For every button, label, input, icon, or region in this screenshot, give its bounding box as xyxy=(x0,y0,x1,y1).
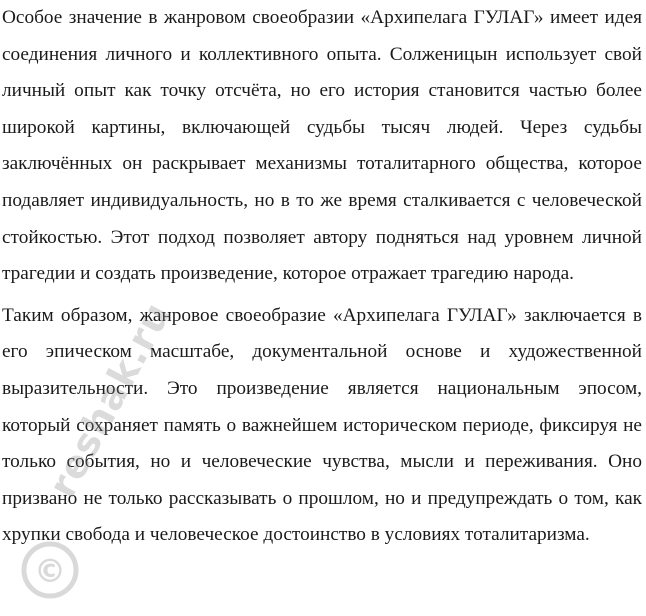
document-body xyxy=(2,0,642,554)
watermark-symbol: © xyxy=(34,552,66,590)
paragraph-1: Особое значение в жанровом своеобразии «Архипелага ГУЛАГ» имеет идея соединения личного и коллективного опыта. Солженицын использует свой личный опыт как точку отсчёта, но его история становится частью более широкой картины, включающей судьбы тысяч людей. Через судьбы заключённых он раскрывает механизмы тоталитарного общества, которое подавляет индивидуальность, но в то же время сталкивается с человеческой стойкостью. Этот подход позволяет автору подняться над уровнем личной трагедии и создать произведение, которое отражает трагедию народа. xyxy=(2,7,642,285)
watermark-text: reshak.ru xyxy=(40,294,180,505)
paragraph-2: Таким образом, жанровое своеобразие «Архипелага ГУЛАГ» заключается в его эпическом масштабе, документальной основе и художественной выразительности. Это произведение является национальным эпосом, который сохраняет память о важнейшем историческом периоде, фиксируя не только события, но и человеческие чувства, мысли и переживания. Оно призвано не только рассказывать о прошлом, но и предупреждать о том, как хрупки свобода и человеческое достоинство в условиях тоталитаризма. xyxy=(2,304,642,546)
